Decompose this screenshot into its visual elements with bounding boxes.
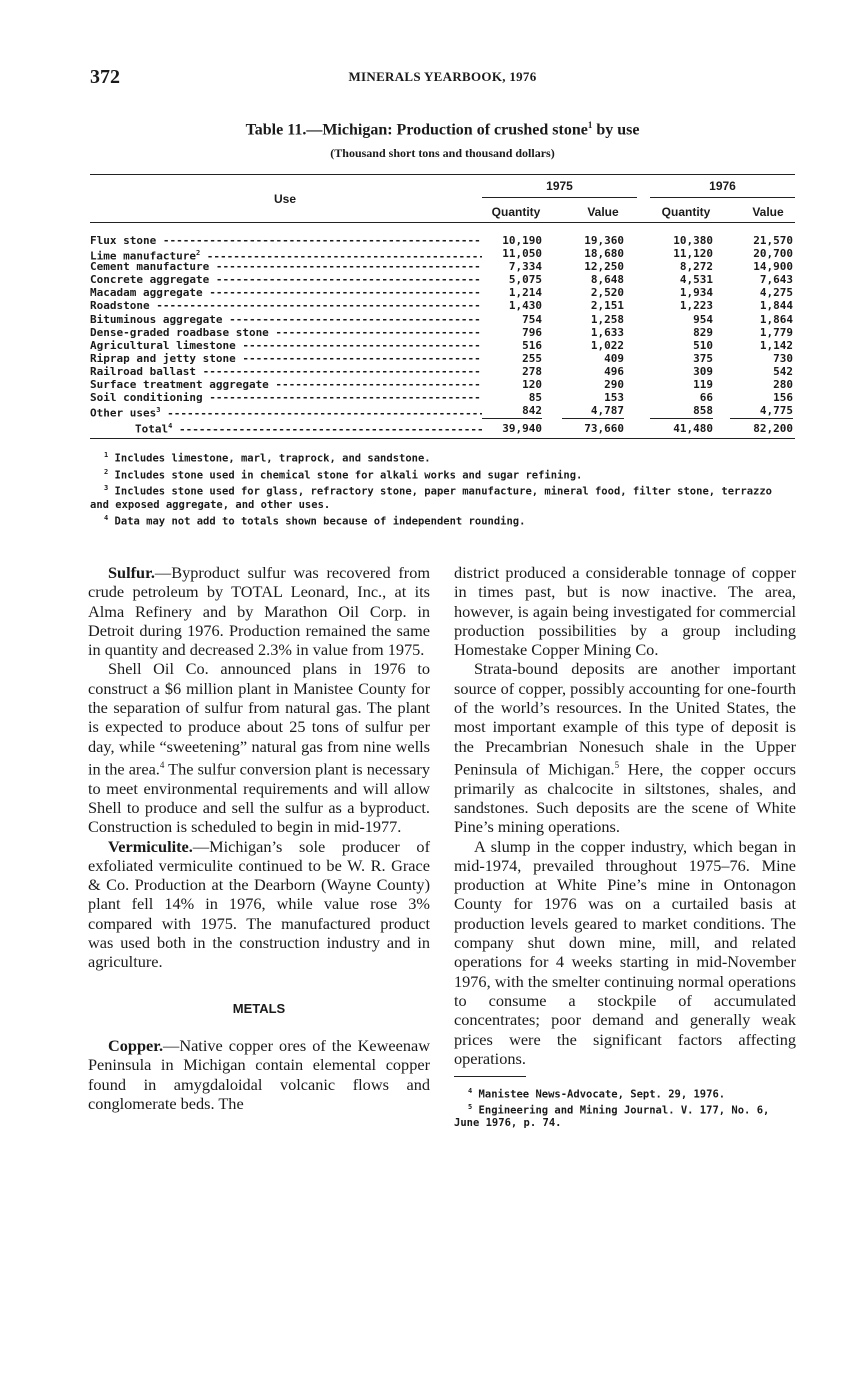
table-row: Macadam aggregate ----- 1,214 2,520 1,934 4,275 xyxy=(90,286,795,299)
total-q75: 39,940 xyxy=(502,422,542,435)
table-top-rule xyxy=(90,174,795,175)
table-row: Agricultural limestone ----- 516 1,022 510 1,142 xyxy=(90,339,795,352)
table-row: Cement manufacture ----- 7,334 12,250 8,272 14,900 xyxy=(90,260,795,273)
table-row: Flux stone ----- 10,190 19,360 10,380 21,570 xyxy=(90,234,795,247)
table-title xyxy=(90,120,795,139)
vermiculite-paragraph: Vermiculite.—Michigan’s sole producer of exfoliated vermiculite continued to be W. R. Grace & Co. Production at the Dearborn (Wayne County) plant fell 14% in 1976, while value rose 3% compared with 1975. The manufactured product was used both in the construction industry and in agriculture. xyxy=(88,836,430,972)
sum-rule-q76 xyxy=(650,418,713,419)
sum-rule-v75 xyxy=(562,418,624,419)
running-title: MINERALS YEARBOOK, 1976 xyxy=(348,69,537,84)
table-row: Dense-graded roadbase stone ----- 796 1,633 829 1,779 xyxy=(90,326,795,339)
table-row: Concrete aggregate ----- 5,075 8,648 4,531 7,643 xyxy=(90,273,795,286)
year-1975-header: 1975 xyxy=(546,179,573,193)
footnote: $^5$ Engineering and Mining Journal. V. 177, No. 6, June 1976, p. 74. xyxy=(454,1103,770,1130)
table-row: Riprap and jetty stone ----- 255 409 375 730 xyxy=(90,352,795,365)
table-row: Lime manufacture$^2$ ----- 11,050 18,680 11,120 20,700 xyxy=(90,247,795,260)
sum-rule-q75 xyxy=(482,418,542,419)
use-header: Use xyxy=(273,192,296,206)
table-bottom-rule xyxy=(90,438,795,439)
quantity-1976-header: Quantity xyxy=(661,205,711,219)
sulfur-paragraph: Sulfur.—Byproduct sulfur was recovered from crude petroleum by TOTAL Leonard, Inc., at its Alma Refinery and by Marathon Oil Corp. in Detroit during 1976. Production remained the same in quantity and decreased 2.3% in value from 1975. xyxy=(88,563,430,660)
header-bottom-rule xyxy=(90,222,795,223)
section-heading-metals: METALS xyxy=(232,1000,286,1016)
footnote: $^3$ Includes stone used for glass, refractory stone, paper manufacture, mineral food, filter stone, terrazzo and exposed aggregate, and other uses. xyxy=(90,484,772,511)
footnote: $^4$ Data may not add to totals shown because of independent rounding. xyxy=(104,513,526,527)
shell-paragraph: Shell Oil Co. announced plans in 1976 to construct a $6 million plant in Manistee County for the separation of sulfur from natural gas. The plant is expected to produce about 25 tons of sulfur per day, while “sweetening” natural gas from nine wells in the area.$^4$ The sulfur conversion plant is necessary to meet environmental requirements and will allow Shell to produce and sell the sulfur as a byproduct. Construction is scheduled to begin in mid-1977. xyxy=(88,659,430,837)
table-row: Bituminous aggregate ----- 754 1,258 954 1,864 xyxy=(90,313,795,326)
footnote: $^2$ Includes stone used in chemical stone for alkali works and sugar refining. xyxy=(104,467,583,481)
footnote: $^1$ Includes limestone, marl, traprock, and sandstone. xyxy=(104,451,431,465)
table-row: Other uses$^3$ ----- 842 4,787 858 4,775 xyxy=(90,404,795,417)
left-column xyxy=(88,563,430,1113)
table-body xyxy=(90,234,795,420)
table-row: Surface treatment aggregate ----- 120 290 119 280 xyxy=(90,378,795,391)
footnote: $^4$ Manistee News-Advocate, Sept. 29, 1976. xyxy=(468,1087,726,1101)
table-footnotes xyxy=(90,449,795,528)
right-column xyxy=(454,563,796,1130)
sum-rule-v76 xyxy=(730,418,793,419)
strata-bound-paragraph: Strata-bound deposits are another important source of copper, possibly accounting for one-fourth of the world’s resources. In the United States, the most important example of this type of deposit is the Precambrian Nonesuch shale in the Upper Peninsula of Michigan.$^5$ Here, the copper occurs primarily as chalcocite in siltstones, shales, and sandstones. Such deposits are the scene of White Pine’s mining operations. xyxy=(454,659,797,837)
table-subtitle: (Thousand short tons and thousand dollars) xyxy=(330,146,555,160)
value-1975-header: Value xyxy=(587,205,619,219)
quantity-1975-header: Quantity xyxy=(491,205,541,219)
total-row xyxy=(90,422,795,435)
total-label: Total$^4$ ----- xyxy=(135,422,482,436)
year-1976-header: 1976 xyxy=(709,179,736,193)
table-row: Soil conditioning ----- 85 153 66 156 xyxy=(90,391,795,404)
table-row: Railroad ballast ----- 278 496 309 542 xyxy=(90,365,795,378)
total-v75: 73,660 xyxy=(584,422,624,435)
year-1975-rule xyxy=(482,197,637,198)
value-1976-header: Value xyxy=(752,205,784,219)
slump-paragraph: A slump in the copper industry, which began in mid-1974, prevailed throughout 1975–76. Mine production at White Pine’s mine in Ontonagon County for 1976 was on a curtailed basis at production levels geared to market conditions. The company shut down mine, mill, and related operations for 4 weeks starting in mid-November 1976, with the smelter continuing normal operations to consume a stockpile of accumulated concentrates; poor demand and generally weak prices were the significant factors affecting operations. xyxy=(454,836,796,1068)
total-q76: 41,480 xyxy=(673,422,713,435)
district-paragraph: district produced a considerable tonnage of copper in times past, but is now inactive. The area, however, is again being investigated for commercial production possibilities by a group including Homestake Copper Mining Co. xyxy=(454,563,796,660)
total-v76: 82,200 xyxy=(753,422,793,435)
page-header xyxy=(90,66,795,90)
year-1976-rule xyxy=(650,197,795,198)
copper-paragraph: Copper.—Native copper ores of the Keweenaw Peninsula in Michigan contain elemental copper found in amygdaloidal volcanic flows and conglomerate beds. The xyxy=(88,1035,430,1113)
table-title-tail: by use xyxy=(592,121,640,139)
table-row: Roadstone ----- 1,430 2,151 1,223 1,844 xyxy=(90,299,795,312)
page-number: 372 xyxy=(90,66,120,88)
table-title-text: Table 11.—Michigan: Production of crushed stone xyxy=(245,121,588,139)
footnote-rule xyxy=(454,1076,526,1077)
table-title-ref: 1 xyxy=(587,120,593,130)
